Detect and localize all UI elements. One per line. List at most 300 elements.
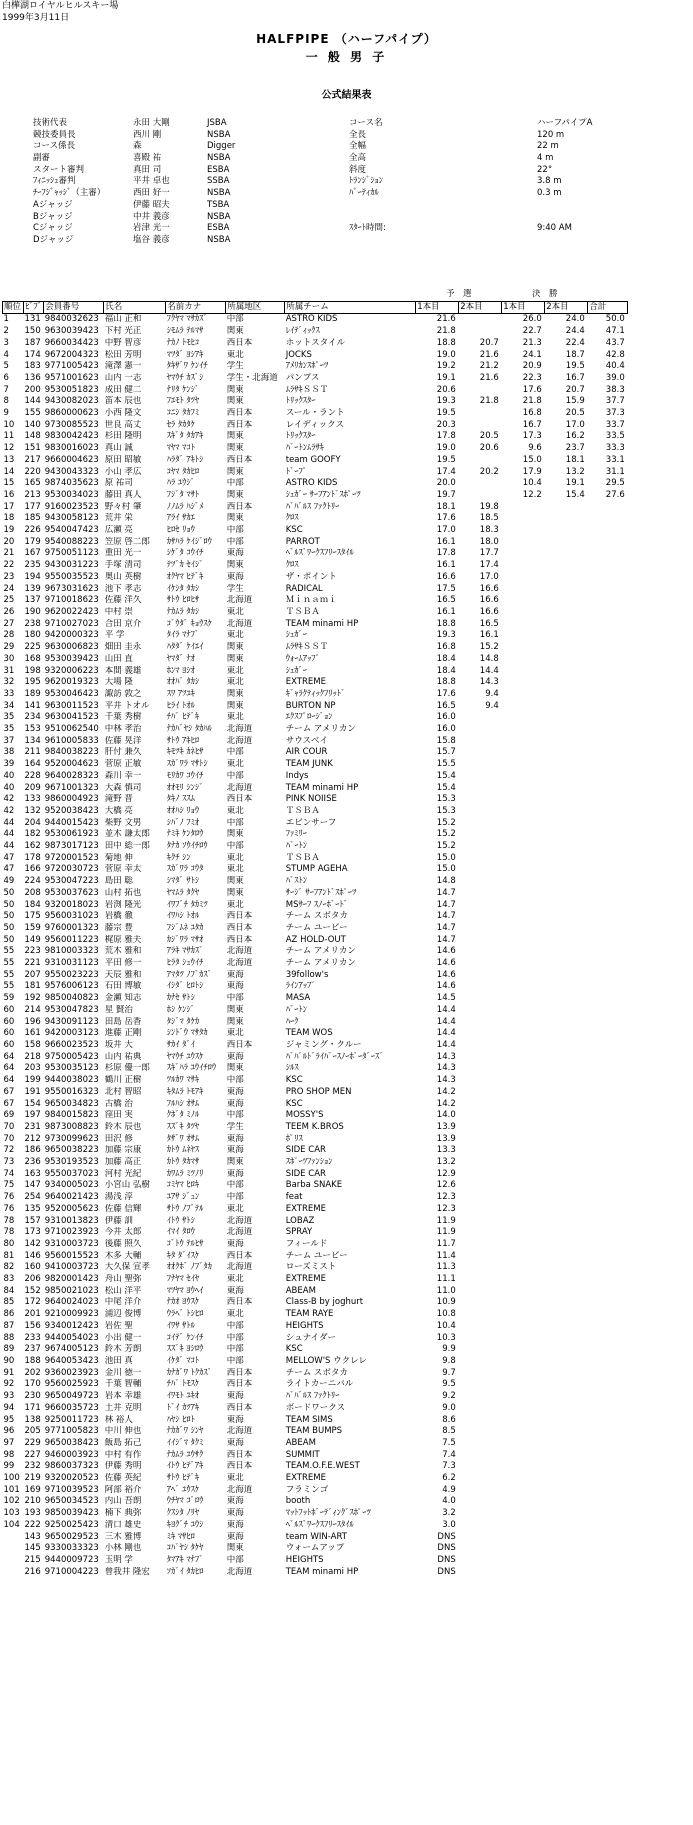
official-role: 競技委員長 (33, 129, 76, 140)
event-category: 一 般 男 子 (305, 50, 388, 64)
cell-rank: 18 (3, 513, 15, 524)
table-row (3, 1028, 628, 1040)
cell-member-no: 9750005423 (44, 1051, 99, 1062)
cell-name: 島田 聡 (104, 876, 133, 887)
cell-final-run1: 20.9 (522, 361, 542, 372)
cell-prelim-run2 (459, 1157, 502, 1169)
cell-bib: 168 (24, 653, 41, 664)
table-row (3, 1157, 628, 1169)
cell-region: 東海 (226, 1437, 244, 1448)
cell-total (588, 841, 628, 853)
cell-member-no: 9440009723 (44, 1554, 99, 1565)
cell-member-no: 9850039423 (44, 1508, 99, 1519)
cell-prelim-run2 (459, 1415, 502, 1427)
cell-total (588, 1567, 628, 1579)
cell-bib: 238 (24, 618, 41, 629)
cell-name-kana: ﾌｼﾞﾑﾈ ﾕﾀｶ (166, 922, 204, 933)
cell-name: 山田 直 (104, 653, 133, 664)
cell-team: フラミンゴ (285, 1484, 329, 1495)
official-org: ESBA (207, 223, 230, 234)
table-row (3, 326, 628, 338)
cell-prelim-run2: 17.4 (479, 560, 499, 571)
cell-prelim-run2 (459, 1087, 502, 1099)
cell-name: 荒木 雅和 (104, 946, 142, 957)
cell-prelim-run1: 14.7 (436, 934, 456, 945)
cell-region: 関東 (226, 396, 244, 407)
official-row (33, 200, 267, 212)
cell-bib: 224 (24, 876, 41, 887)
cell-name: 今井 太郎 (104, 1227, 142, 1238)
cell-rank: 83 (3, 1274, 15, 1285)
course-value: 3.8 m (537, 176, 562, 187)
cell-name: 佐藤 晃洋 (104, 735, 142, 746)
cell-final-run2: 20.5 (565, 408, 585, 419)
cell-bib: 158 (24, 1040, 41, 1050)
cell-final-run1 (502, 1145, 545, 1157)
cell-name-kana: ﾎﾝﾏ ﾖｼｵ (166, 665, 195, 676)
results-body (3, 314, 628, 1578)
cell-prelim-run1: 15.2 (436, 817, 456, 828)
cell-region: 関東 (226, 431, 244, 442)
table-row (3, 1180, 628, 1192)
cell-prelim-run1: 12.9 (436, 1168, 456, 1179)
cell-prelim-run2 (459, 1145, 502, 1157)
cell-name: 清口 雄史 (104, 1519, 142, 1530)
cell-total (588, 1379, 628, 1391)
cell-rank: 3 (3, 337, 9, 348)
cell-prelim-run1: 20.6 (436, 384, 456, 395)
cell-final-run1: 16.8 (522, 408, 542, 419)
cell-name: 菅原 正敏 (104, 759, 142, 770)
table-row (3, 1286, 628, 1298)
cell-final-run2 (545, 1543, 588, 1555)
cell-bib: 205 (24, 1426, 41, 1437)
cell-name: 河村 光紀 (104, 1168, 142, 1179)
table-row (3, 350, 628, 362)
cell-prelim-run1: 17.5 (436, 583, 456, 594)
cell-team: ﾊｰｸ (285, 1016, 299, 1027)
cell-region: 中部 (226, 1320, 244, 1331)
cell-rank: 50 (3, 899, 15, 910)
cell-rank (3, 1567, 24, 1579)
cell-total: 37.3 (605, 408, 625, 419)
cell-total: 33.7 (605, 419, 625, 430)
cell-member-no: 9560025923 (44, 1379, 99, 1390)
cell-member-no: 9650034523 (44, 1496, 99, 1507)
final-group-header: 決 勝 (531, 289, 558, 299)
cell-name: 石田 博敏 (104, 981, 142, 992)
cell-total (588, 1415, 628, 1427)
cell-team: チーム アメリカン (285, 958, 356, 969)
cell-region: 東北 (226, 677, 244, 688)
cell-final-run1 (502, 502, 545, 514)
cell-final-run1 (502, 1543, 545, 1555)
cell-prelim-run1: 11.1 (436, 1274, 456, 1285)
cell-final-run1 (502, 1532, 545, 1544)
cell-team: チーム スボタカ (285, 1367, 348, 1378)
cell-member-no: 9460003923 (44, 1449, 99, 1460)
cell-prelim-run2 (459, 1543, 502, 1555)
cell-final-run1 (502, 1368, 545, 1380)
cell-total (588, 1426, 628, 1438)
cell-region: 西日本 (226, 501, 253, 512)
cell-name: 進藤 正剛 (104, 1028, 142, 1039)
cell-prelim-run2 (459, 490, 502, 502)
cell-prelim-run1: 18.8 (436, 677, 456, 688)
cell-prelim-run2 (459, 1134, 502, 1146)
cell-bib: 157 (24, 1215, 41, 1226)
cell-prelim-run2: 21.8 (479, 396, 499, 407)
cell-team: KSC (285, 1075, 303, 1086)
course-value: ハーフパイプA (537, 118, 593, 128)
table-row (3, 900, 628, 912)
cell-bib: 140 (24, 419, 41, 430)
cell-prelim-run2 (459, 1508, 502, 1520)
cell-bib: 155 (24, 408, 41, 419)
cell-prelim-run1: 17.6 (436, 513, 456, 524)
cell-member-no: 9660004623 (44, 454, 99, 465)
official-role: ﾁｰﾌｼﾞｬｯｼﾞ（主審） (33, 188, 106, 199)
course-row (349, 118, 657, 130)
cell-final-run1: 17.3 (522, 431, 542, 442)
cell-rank: 99 (3, 1461, 15, 1472)
cell-total (588, 818, 628, 830)
cell-total (588, 572, 628, 584)
cell-bib: 149 (24, 934, 41, 945)
cell-name: 岩橋 徹 (104, 911, 133, 922)
cell-team: ｸﾛｽ (285, 513, 299, 524)
cell-rank: 1 (3, 314, 9, 325)
table-row (3, 560, 628, 572)
cell-member-no: 9840015823 (44, 1110, 99, 1121)
course-label: 全幅 (349, 141, 367, 152)
cell-region: 関東 (226, 326, 244, 337)
cell-total (588, 1508, 628, 1520)
cell-bib: 200 (24, 384, 41, 395)
cell-rank: 98 (3, 1449, 15, 1460)
cell-rank: 47 (3, 864, 15, 875)
cell-bib: 148 (24, 431, 41, 442)
cell-total (588, 794, 628, 806)
cell-name: 藤田 真人 (104, 489, 142, 500)
cell-member-no: 9820001423 (44, 1274, 99, 1285)
cell-final-run2 (545, 1461, 588, 1473)
table-row (3, 1262, 628, 1274)
cell-team: SIDE CAR (285, 1168, 326, 1179)
cell-final-run1 (502, 1415, 545, 1427)
cell-region: 東海 (226, 1145, 244, 1156)
cell-member-no: 9810003323 (44, 946, 99, 957)
cell-name: 池下 孝志 (104, 583, 142, 594)
cell-region: 北海道 (226, 1227, 253, 1238)
cell-prelim-run1: 19.5 (436, 408, 456, 419)
cell-team: ｳｫｰﾑｱｯﾌﾟ (285, 653, 320, 664)
cell-final-run2 (545, 829, 588, 841)
cell-final-run2 (545, 970, 588, 982)
cell-rank: 76 (3, 1203, 15, 1214)
cell-prelim-run1: DNS (437, 1566, 456, 1577)
cell-rank: 23 (3, 571, 15, 582)
table-row (3, 642, 628, 654)
cell-member-no: 9771005423 (44, 361, 99, 372)
cell-rank: 64 (3, 1051, 15, 1062)
cell-name-kana: ｵｵｸﾎﾞ ﾉﾌﾞﾀｶ (166, 1262, 212, 1273)
cell-region: 北海道 (226, 1215, 253, 1226)
table-row (3, 888, 628, 900)
cell-prelim-run1: 15.8 (436, 735, 456, 746)
cell-name: 野々村 肇 (104, 501, 142, 512)
cell-team: 39follow's (285, 969, 329, 980)
cell-rank: 75 (3, 1180, 15, 1191)
cell-prelim-run2 (459, 478, 502, 490)
cell-bib: 216 (24, 1566, 41, 1577)
cell-name-kana: ｷﾖｸﾞﾁ ﾕｳｼ (166, 1519, 204, 1530)
cell-rank: 32 (3, 677, 15, 688)
cell-name: 湯浅 淳 (104, 1192, 133, 1203)
cell-region: 東北 (226, 864, 244, 875)
cell-prelim-run2 (459, 759, 502, 771)
cell-final-run1 (502, 1555, 545, 1567)
cell-member-no: 9540047423 (44, 525, 99, 536)
cell-team: AZ HOLD-OUT (285, 934, 346, 945)
cell-final-run1 (502, 666, 545, 678)
cell-name: 杉田 隆明 (104, 431, 142, 442)
cell-final-run1 (502, 1087, 545, 1099)
cell-final-run2 (545, 1075, 588, 1087)
table-row (3, 841, 628, 853)
cell-region: 東海 (226, 1391, 244, 1402)
cell-name: 笛本 辰也 (104, 396, 142, 407)
cell-name-kana: ｺﾞｳﾀﾞ ｷｮｳｽｹ (166, 618, 212, 629)
cell-total (588, 747, 628, 759)
cell-member-no: 9660034423 (44, 337, 99, 348)
cell-prelim-run1: 18.8 (436, 618, 456, 629)
table-row (3, 1227, 628, 1239)
cell-team: ﾄﾘｯｸｽﾀｰ (285, 431, 316, 442)
cell-total (588, 1368, 628, 1380)
cell-name-kana: ﾎｼ ｹﾝｼﾞ (166, 1004, 195, 1015)
cell-bib: 215 (24, 1554, 41, 1565)
table-row (3, 548, 628, 560)
cell-final-run2 (545, 666, 588, 678)
column-header: 順位 (3, 301, 24, 314)
cell-name-kana: ｱﾏﾀﾂ ﾉﾌﾞｶｽﾞ (166, 969, 212, 980)
cell-name: 坂井 大 (104, 1040, 133, 1050)
table-row (3, 1017, 628, 1029)
cell-prelim-run1: 16.0 (436, 712, 456, 723)
cell-final-run1 (502, 1379, 545, 1391)
cell-final-run2: 20.7 (565, 384, 585, 395)
cell-rank: 14 (3, 466, 15, 477)
cell-team: スール・ラント (285, 408, 345, 419)
cell-total: 38.3 (605, 384, 625, 395)
cell-member-no: 9430043323 (44, 466, 99, 477)
cell-bib: 233 (24, 1332, 41, 1343)
column-header: ﾋﾞﾌﾞ (24, 301, 44, 314)
cell-team: TEAM minami HP (285, 1566, 359, 1577)
cell-member-no: 9571001623 (44, 372, 99, 383)
cell-rank: 78 (3, 1227, 15, 1238)
cell-name-kana: ｵｵﾊｼ ﾘｮｳ (166, 805, 200, 816)
cell-team: TEAM WOS (285, 1028, 333, 1039)
cell-name: 梶原 雅夫 (104, 934, 142, 945)
cell-name: 平井 トオル (104, 700, 150, 711)
cell-prelim-run2 (459, 1180, 502, 1192)
cell-total (588, 853, 628, 865)
cell-prelim-run2 (459, 1368, 502, 1380)
cell-name-kana: ｽｶﾞﾜﾗ ﾏｻﾄｼ (166, 759, 208, 770)
cell-name-kana: ｲﾜﾊｼ ﾄｵﾙ (166, 911, 200, 922)
cell-team: エビンサーフ (285, 817, 337, 828)
cell-member-no: 9650049723 (44, 1391, 99, 1402)
cell-member-no: 9430091123 (44, 1016, 99, 1027)
cell-prelim-run1: 9.5 (442, 1379, 456, 1390)
cell-prelim-run2 (459, 958, 502, 970)
cell-team: TEAM JUNK (285, 759, 333, 770)
cell-member-no: 9530034023 (44, 489, 99, 500)
table-row (3, 1450, 628, 1462)
cell-prelim-run1: 15.2 (436, 841, 456, 852)
cell-rank: 91 (3, 1367, 15, 1378)
officials-list (33, 118, 267, 247)
cell-prelim-run1: 19.3 (436, 396, 456, 407)
cell-prelim-run2: 21.6 (479, 349, 499, 360)
cell-prelim-run1: 13.2 (436, 1157, 456, 1168)
cell-team: MASA (285, 993, 311, 1004)
cell-final-run2 (545, 1274, 588, 1286)
table-row (3, 794, 628, 806)
cell-prelim-run1: 4.0 (442, 1496, 456, 1507)
cell-team: チーム アメリカン (285, 724, 356, 735)
table-row (3, 1099, 628, 1111)
cell-team: パンプス (285, 372, 320, 383)
cell-prelim-run1: 17.8 (436, 548, 456, 559)
cell-prelim-run1: 18.1 (436, 501, 456, 512)
cell-name-kana: ﾊﾔｼ ﾋﾛﾄ (166, 1414, 195, 1425)
cell-region: 東北 (226, 1309, 244, 1320)
cell-prelim-run1: 13.9 (436, 1133, 456, 1144)
cell-prelim-run1: 16.1 (436, 606, 456, 617)
cell-total (588, 946, 628, 958)
cell-team: ｱﾒﾘｶﾝｽﾎﾟｰﾂ (285, 361, 329, 372)
cell-final-run1 (502, 1052, 545, 1064)
cell-bib: 182 (24, 829, 41, 840)
cell-prelim-run2 (459, 1262, 502, 1274)
cell-rank: 35 (3, 724, 15, 735)
cell-final-run1 (502, 1099, 545, 1111)
table-row (3, 361, 628, 373)
cell-rank: 7 (3, 384, 9, 395)
cell-team: フィールド (285, 1238, 328, 1249)
official-role: Dジャッジ (33, 234, 74, 245)
cell-rank: 103 (3, 1508, 20, 1519)
cell-prelim-run1: 14.8 (436, 876, 456, 887)
cell-prelim-run1: 8.6 (442, 1414, 456, 1425)
cell-final-run1 (502, 1063, 545, 1075)
cell-bib: 232 (24, 1461, 41, 1472)
cell-rank: 55 (3, 981, 15, 992)
cell-total (588, 935, 628, 947)
cell-prelim-run1: 16.8 (436, 642, 456, 653)
course-label: コース名 (349, 118, 383, 128)
cell-name-kana: ｲﾜﾌﾞﾁ ﾀｶﾐﾂ (166, 899, 208, 910)
cell-final-run2 (545, 654, 588, 666)
cell-prelim-run2 (459, 1309, 502, 1321)
cell-total: 39.0 (605, 372, 625, 383)
cell-team: ｽﾎﾟｰﾂﾌｧﾝｼｮﾝ (285, 1157, 333, 1168)
cell-prelim-run2 (459, 1251, 502, 1263)
official-name: 西川 剛 (133, 129, 162, 140)
cell-member-no: 9420000323 (44, 630, 99, 641)
cell-prelim-run1: 3.0 (442, 1519, 456, 1530)
official-role: Cジャッジ (33, 223, 73, 234)
cell-name: 阿部 裕介 (104, 1484, 142, 1495)
cell-final-run2 (545, 560, 588, 572)
cell-total (588, 548, 628, 560)
cell-prelim-run1: 14.7 (436, 899, 456, 910)
cell-final-run1 (502, 1309, 545, 1321)
cell-name: 小林 剛也 (104, 1543, 142, 1554)
official-role: スタート審判 (33, 164, 85, 175)
cell-name: 金川 徳一 (104, 1367, 142, 1378)
cell-region: 北海道 (226, 946, 253, 957)
cell-member-no: 9650038423 (44, 1437, 99, 1448)
cell-rank: 30 (3, 653, 15, 664)
cell-final-run2 (545, 701, 588, 713)
cell-name: 笠原 啓二郎 (104, 536, 150, 547)
cell-name-kana: ｻﾄｳ ﾋﾛﾋｻ (166, 595, 200, 606)
cell-prelim-run2 (459, 1005, 502, 1017)
cell-name-kana: ｲｲｼﾞﾏ ﾀｸﾐ (166, 1437, 204, 1448)
cell-name-kana: ﾅｶﾑﾗ ﾕｳｻｸ (166, 1449, 204, 1460)
cell-final-run1 (502, 595, 545, 607)
table-row (3, 420, 628, 432)
cell-final-run2 (545, 1192, 588, 1204)
cell-final-run1 (502, 1005, 545, 1017)
cell-member-no: 9330033323 (44, 1543, 99, 1554)
cell-name: 諏訪 敦之 (104, 688, 142, 699)
cell-final-run2 (545, 771, 588, 783)
column-header: 合計 (588, 301, 628, 314)
cell-rank: 89 (3, 1344, 15, 1355)
cell-final-run1 (502, 981, 545, 993)
cell-member-no: 9560031023 (44, 911, 99, 922)
course-label: 斜度 (349, 164, 367, 175)
course-row (349, 223, 657, 235)
course-value (537, 200, 657, 212)
cell-final-run2 (545, 1087, 588, 1099)
cell-region: 関東 (226, 1543, 244, 1554)
cell-name: 千葉 智輔 (104, 1379, 142, 1390)
cell-member-no: 9640053423 (44, 1355, 99, 1366)
cell-name-kana: ﾅｶﾉ ﾄﾓﾋｺ (166, 337, 200, 348)
cell-rank: 50 (3, 911, 15, 922)
cell-prelim-run1: 14.6 (436, 981, 456, 992)
table-row (3, 1485, 628, 1497)
cell-name: 舟山 聖弥 (104, 1274, 142, 1285)
cell-prelim-run1: 21.6 (436, 314, 456, 325)
cell-prelim-run2 (459, 712, 502, 724)
official-name: 塩谷 義彦 (133, 234, 170, 245)
cell-bib: 150 (24, 326, 41, 337)
cell-member-no: 9630011523 (44, 700, 99, 711)
cell-total (588, 689, 628, 701)
cell-final-run1 (502, 806, 545, 818)
official-name: 岩津 光一 (133, 223, 170, 234)
cell-team: ｼﾙｽ (285, 1063, 299, 1074)
cell-name-kana: ｷﾀ ﾀﾞｲｽｹ (166, 1250, 200, 1261)
cell-region: 西日本 (226, 1461, 253, 1472)
